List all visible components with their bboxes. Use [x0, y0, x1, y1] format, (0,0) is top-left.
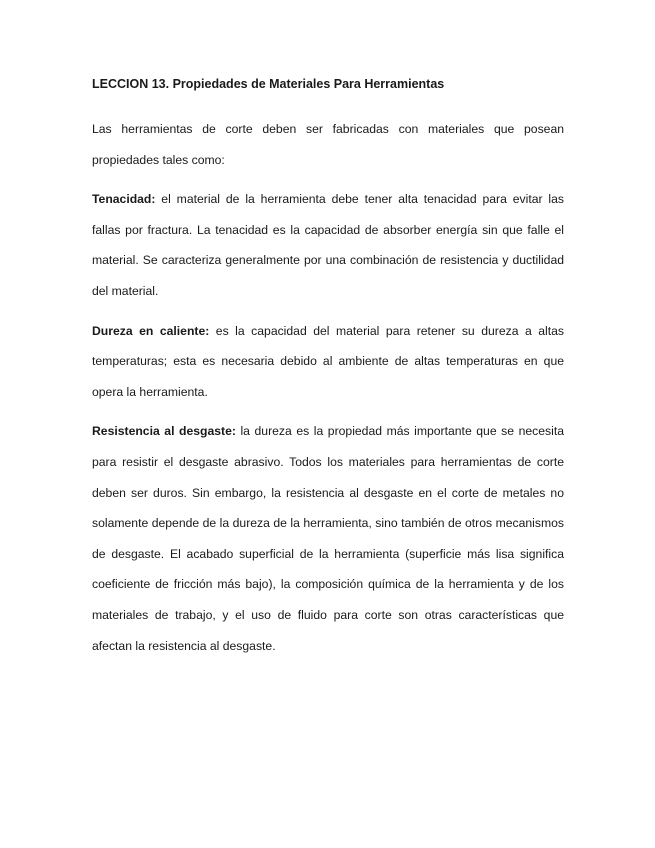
intro-paragraph: Las herramientas de corte deben ser fabricadas con materiales que posean propiedades tales como:: [92, 122, 564, 167]
property-term: Dureza en caliente:: [92, 323, 210, 338]
document-page: [92, 76, 564, 670]
property-description: el material de la herramienta debe tener alta tenacidad para evitar las fallas por fractura. La tenacidad es la capacidad de absorber energía sin que falle el material. Se caracteriza generalmente por una combinación de resistencia y ductilidad del material.: [92, 192, 564, 298]
property-term: Resistencia al desgaste:: [92, 424, 236, 439]
property-description: la dureza es la propiedad más importante que se necesita para resistir el desgaste abrasivo. Todos los materiales para herramientas de corte deben ser duros. Sin embargo, la resistencia al desgaste en el corte de metales no solamente depende de la dureza de la herramienta, sino también de otros mecanismos de desgaste. El acabado superficial de la herramienta (superficie más lisa significa coeficiente de fricción más bajo), la composición química de la herramienta y de los materiales de trabajo, y el uso de fluido para corte son otras características que afectan la resistencia al desgaste.: [92, 424, 564, 653]
property-resistencia-al-desgaste: [92, 416, 564, 661]
page-title: LECCION 13. Propiedades de Materiales Para Herramientas: [92, 77, 445, 91]
property-description: es la capacidad del material para retener su dureza a altas temperaturas; esta es necesaria debido al ambiente de altas temperaturas en que opera la herramienta.: [92, 323, 564, 399]
property-tenacidad: [92, 184, 564, 306]
property-dureza-en-caliente: [92, 316, 564, 408]
property-term: Tenacidad:: [92, 192, 156, 207]
